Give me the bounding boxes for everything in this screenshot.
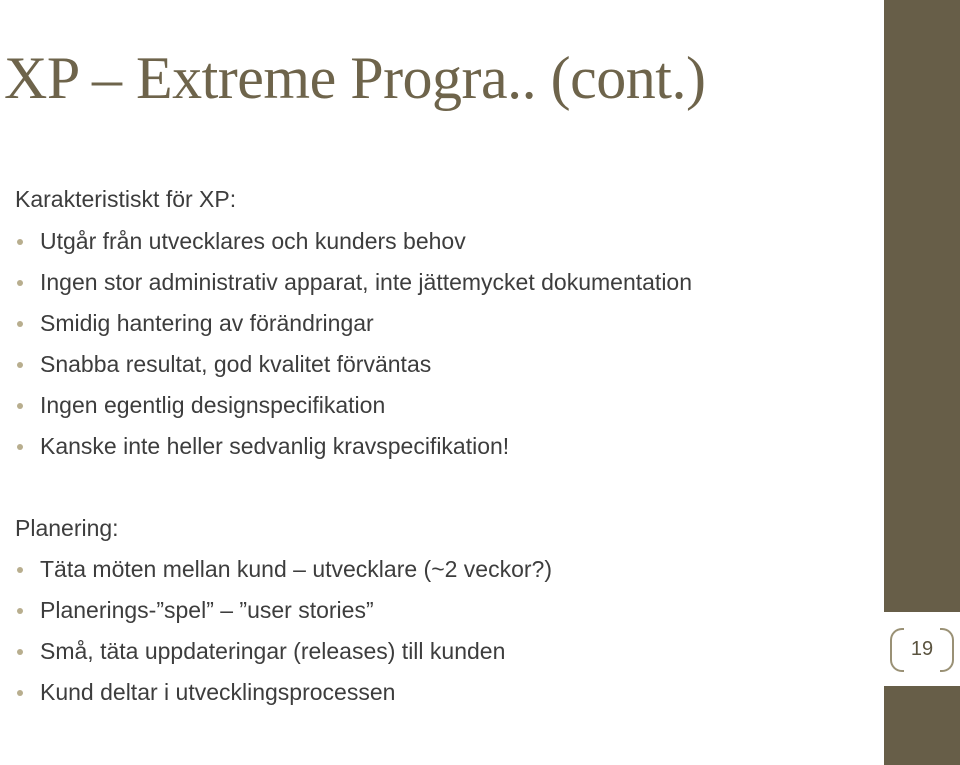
section-heading-characteristics: Karakteristiskt för XP:: [15, 186, 237, 212]
slide-title: XP – Extreme Progra.. (cont.): [4, 45, 706, 111]
list-item: Utgår från utvecklares och kunders behov: [0, 221, 692, 262]
section-heading-planning: Planering:: [15, 515, 119, 541]
bullet-icon: [17, 362, 23, 368]
bullet-icon: [17, 608, 23, 614]
bullet-icon: [17, 690, 23, 696]
bullet-icon: [17, 649, 23, 655]
list-item: Snabba resultat, god kvalitet förväntas: [0, 344, 692, 385]
list-item: Täta möten mellan kund – utvecklare (~2 veckor?): [0, 549, 552, 590]
planning-list: [0, 549, 552, 713]
list-item: Kund deltar i utvecklingsprocessen: [0, 672, 552, 713]
characteristics-list: [0, 221, 692, 467]
bullet-icon: [17, 403, 23, 409]
list-item: Små, täta uppdateringar (releases) till kunden: [0, 631, 552, 672]
bullet-icon: [17, 321, 23, 327]
page-number: 19: [910, 638, 934, 660]
list-item: Kanske inte heller sedvanlig kravspecifikation!: [0, 426, 692, 467]
page-number-badge: [884, 612, 960, 686]
list-item: Smidig hantering av förändringar: [0, 303, 692, 344]
bullet-icon: [17, 567, 23, 573]
list-item: Planerings-”spel” – ”user stories”: [0, 590, 552, 631]
list-item: Ingen stor administrativ apparat, inte jättemycket dokumentation: [0, 262, 692, 303]
bullet-icon: [17, 444, 23, 450]
bullet-icon: [17, 239, 23, 245]
list-item: Ingen egentlig designspecifikation: [0, 385, 692, 426]
bullet-icon: [17, 280, 23, 286]
